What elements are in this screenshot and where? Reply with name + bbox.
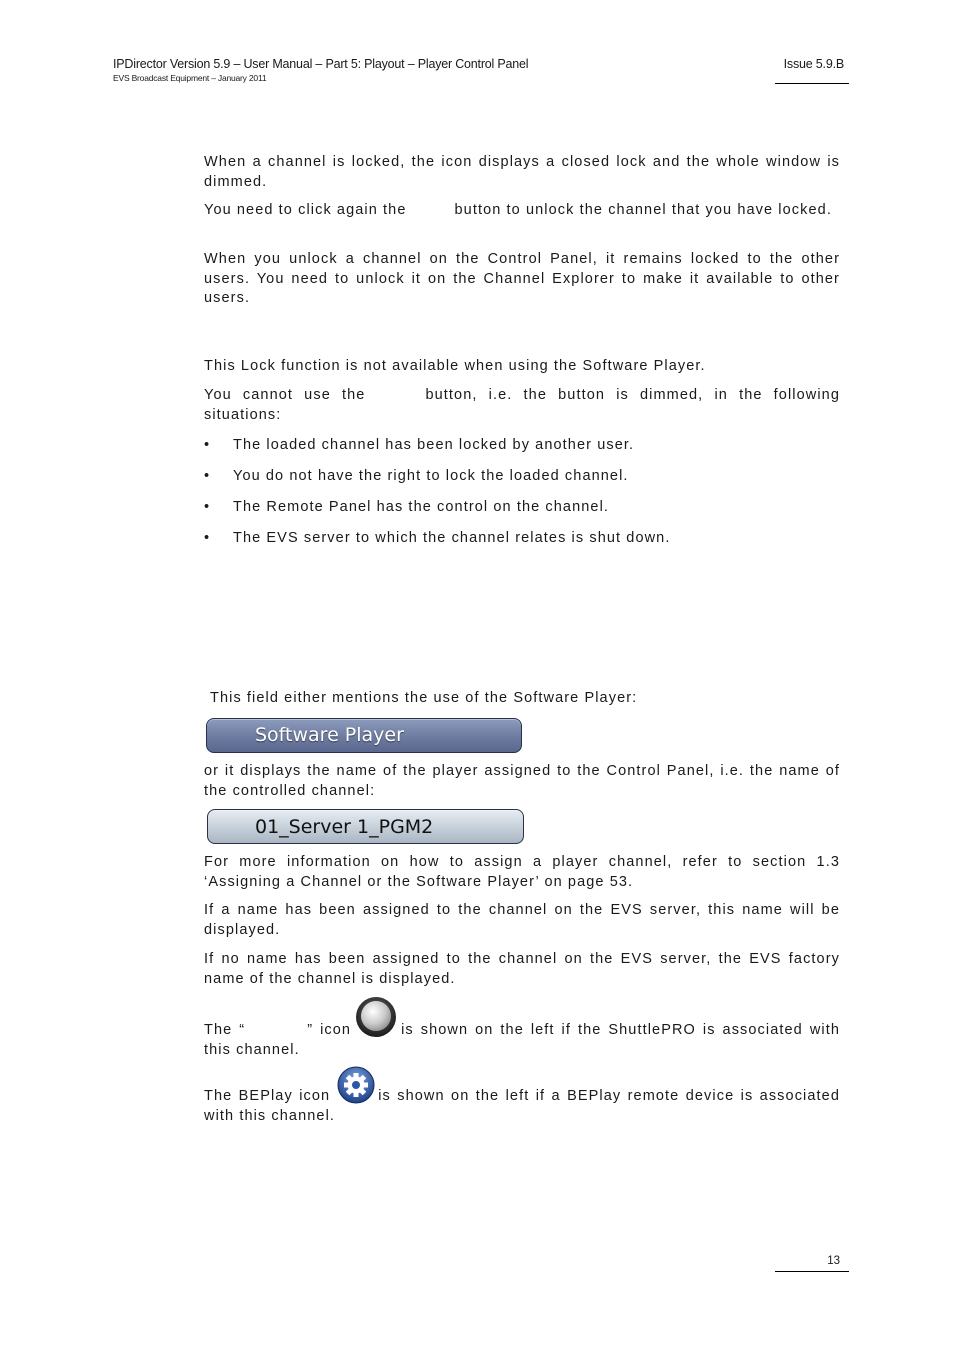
list-item: • The Remote Panel has the control on the channel. (204, 499, 610, 515)
software-player-field: Software Player (206, 718, 522, 753)
paragraph-unlock-again (204, 201, 840, 221)
paragraph-name-assigned: If a name has been assigned to the channel on the EVS server, this name will be displayed. (204, 902, 840, 938)
footer-rule (775, 1271, 849, 1272)
paragraph-text: You need to click again the (204, 202, 407, 218)
page-number: 13 (827, 1255, 840, 1267)
header-rule (775, 83, 849, 84)
paragraph-player-name: or it displays the name of the player assigned to the Control Panel, i.e. the name of the controlled channel: (204, 763, 840, 799)
header-subtitle: EVS Broadcast Equipment – January 2011 (113, 73, 267, 83)
list-item: • The EVS server to which the channel relates is shut down. (204, 530, 671, 546)
header-issue: Issue 5.9.B (783, 57, 844, 71)
paragraph-lock-not-available: This Lock function is not available when using the Software Player. (204, 358, 706, 374)
paragraph-locked-channel: When a channel is locked, the icon displays a closed lock and the whole window is dimmed. (204, 154, 840, 190)
paragraph-text: button, i.e. the button is dimmed, in the following situations: (204, 387, 840, 423)
paragraph-beplay: The BEPlay icon is shown on the left if a BEPlay remote device is associated with this channel. (204, 1088, 840, 1124)
paragraph-field-mentions: This field either mentions the use of the Software Player: (210, 690, 638, 706)
paragraph-shuttlepro: The “ ” icon is shown on the left if the ShuttlePRO is associated with this channel. (204, 1022, 841, 1058)
paragraph-no-name-assigned: If no name has been assigned to the channel on the EVS server, the EVS factory name of the channel is displayed. (204, 951, 840, 987)
beplay-gear-icon (337, 1066, 375, 1104)
paragraph-cannot-use (204, 386, 840, 425)
paragraph-more-info: For more information on how to assign a player channel, refer to section 1.3 ‘Assigning a Channel or the Software Player’ on page 53. (204, 854, 840, 890)
shuttlepro-knob-icon (355, 996, 397, 1038)
paragraph-text: You cannot use the (204, 387, 366, 403)
paragraph-unlock-other-users: When you unlock a channel on the Control Panel, it remains locked to the other users. You need to unlock it on the Channel Explorer to make it available to other users. (204, 251, 840, 306)
header-title: IPDirector Version 5.9 – User Manual – Part 5: Playout – Player Control Panel (113, 57, 529, 71)
channel-name-field: 01_Server 1_PGM2 (207, 809, 524, 844)
list-item: • The loaded channel has been locked by another user. (204, 437, 635, 453)
paragraph-text: button to unlock the channel that you have locked. (454, 202, 832, 218)
list-item: • You do not have the right to lock the loaded channel. (204, 468, 629, 484)
